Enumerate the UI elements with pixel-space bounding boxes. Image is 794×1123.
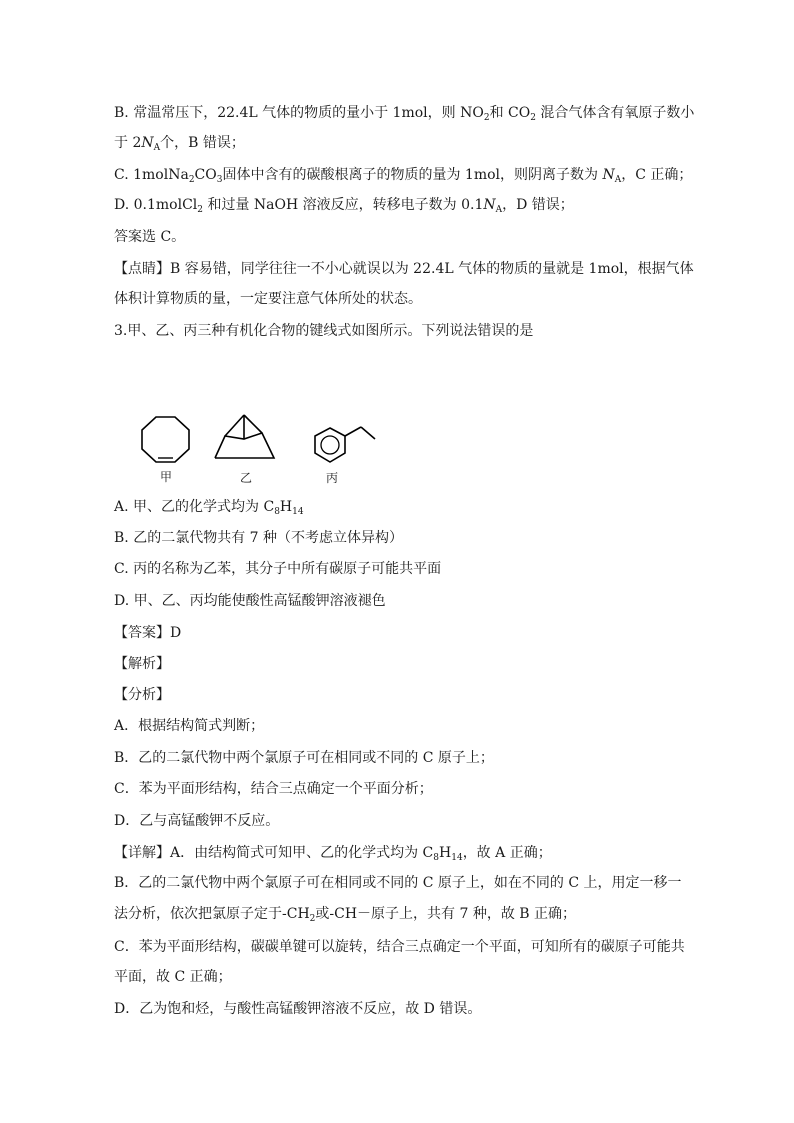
option-b: B. 乙的二氯代物共有 7 种（不考虑立体异构）: [114, 530, 403, 546]
answer-heading: 【答案】D: [114, 625, 182, 641]
detail-d: D．乙为饱和烃，与酸性高锰酸钾溶液不反应，故 D 错误。: [114, 1001, 482, 1017]
fenxi-a: A．根据结构简式判断；: [114, 718, 265, 734]
option-a: A. 甲、乙的化学式均为 $C_8H_{14}$: [114, 499, 304, 517]
norbornane-structure: [210, 411, 280, 463]
fenxi-d: D．乙与高锰酸钾不反应。: [114, 813, 280, 829]
comment-line-2: 体积计算物质的量，一定要注意气体所处的状态。: [114, 291, 422, 307]
option-c-line: C. $1molNa_2CO_3$固体中含有的碳酸根离子的物质的量为 1mol，则阴离子数为 $N_A$，C 正确；: [114, 167, 693, 185]
option-b-line-2: 于 $2N_A$个，B 错误；: [114, 135, 245, 153]
answer-line: 答案选 C。: [114, 229, 186, 245]
detail-b-line-1: B．乙的二氯代物中两个氯原子可在相同或不同的 C 原子上，如在不同的 C 上，用定一移一: [114, 875, 682, 891]
fenxi-b: B．乙的二氯代物中两个氯原子可在相同或不同的 C 原子上；: [114, 750, 494, 766]
cyclooctene-structure: [137, 415, 195, 465]
comment-line-1: 【点睛】B 容易错，同学往往一不小心就误以为 22.4L 气体的物质的量就是 1mol，根据气体: [114, 261, 694, 277]
ethylbenzene-structure: [306, 408, 382, 468]
label-bing: 丙: [326, 471, 339, 485]
option-b-line-1: B. 常温常压下，22.4L 气体的物质的量小于 1mol，则 $NO_2$和 $CO_2$ 混合气体含有氧原子数小: [114, 105, 695, 123]
detail-c-line-1: C．苯为平面形结构，碳碳单键可以旋转，结合三点确定一个平面，可知所有的碳原子可能共: [114, 939, 685, 955]
fenxi-heading: 【分析】: [114, 687, 170, 703]
fenxi-c: C．苯为平面形结构，结合三点确定一个平面分析；: [114, 781, 433, 797]
option-c: C. 丙的名称为乙苯，其分子中所有碳原子可能共平面: [114, 561, 442, 577]
detail-c-line-2: 平面，故 C 正确；: [114, 969, 232, 985]
question-stem: 3.甲、乙、丙三种有机化合物的键线式如图所示。下列说法错误的是: [114, 323, 534, 339]
option-d: D. 甲、乙、丙均能使酸性高锰酸钾溶液褪色: [114, 593, 386, 609]
analysis-heading: 【解析】: [114, 656, 170, 672]
detail-a: 【详解】A．由结构简式可知甲、乙的化学式均为 $C_8H_{14}$，故 A 正确；: [114, 845, 552, 863]
label-yi: 乙: [240, 471, 253, 485]
detail-b-line-2: 法分析，依次把氯原子定于$-CH_2$或-CH－原子上，共有 7 种，故 B 正确；: [114, 906, 577, 924]
option-d-line: D. 0.1molCl$_2$ 和过量 NaOH 溶液反应，转移电子数为 $0.1N_A$，D 错误；: [114, 197, 574, 215]
label-jia: 甲: [160, 470, 173, 484]
